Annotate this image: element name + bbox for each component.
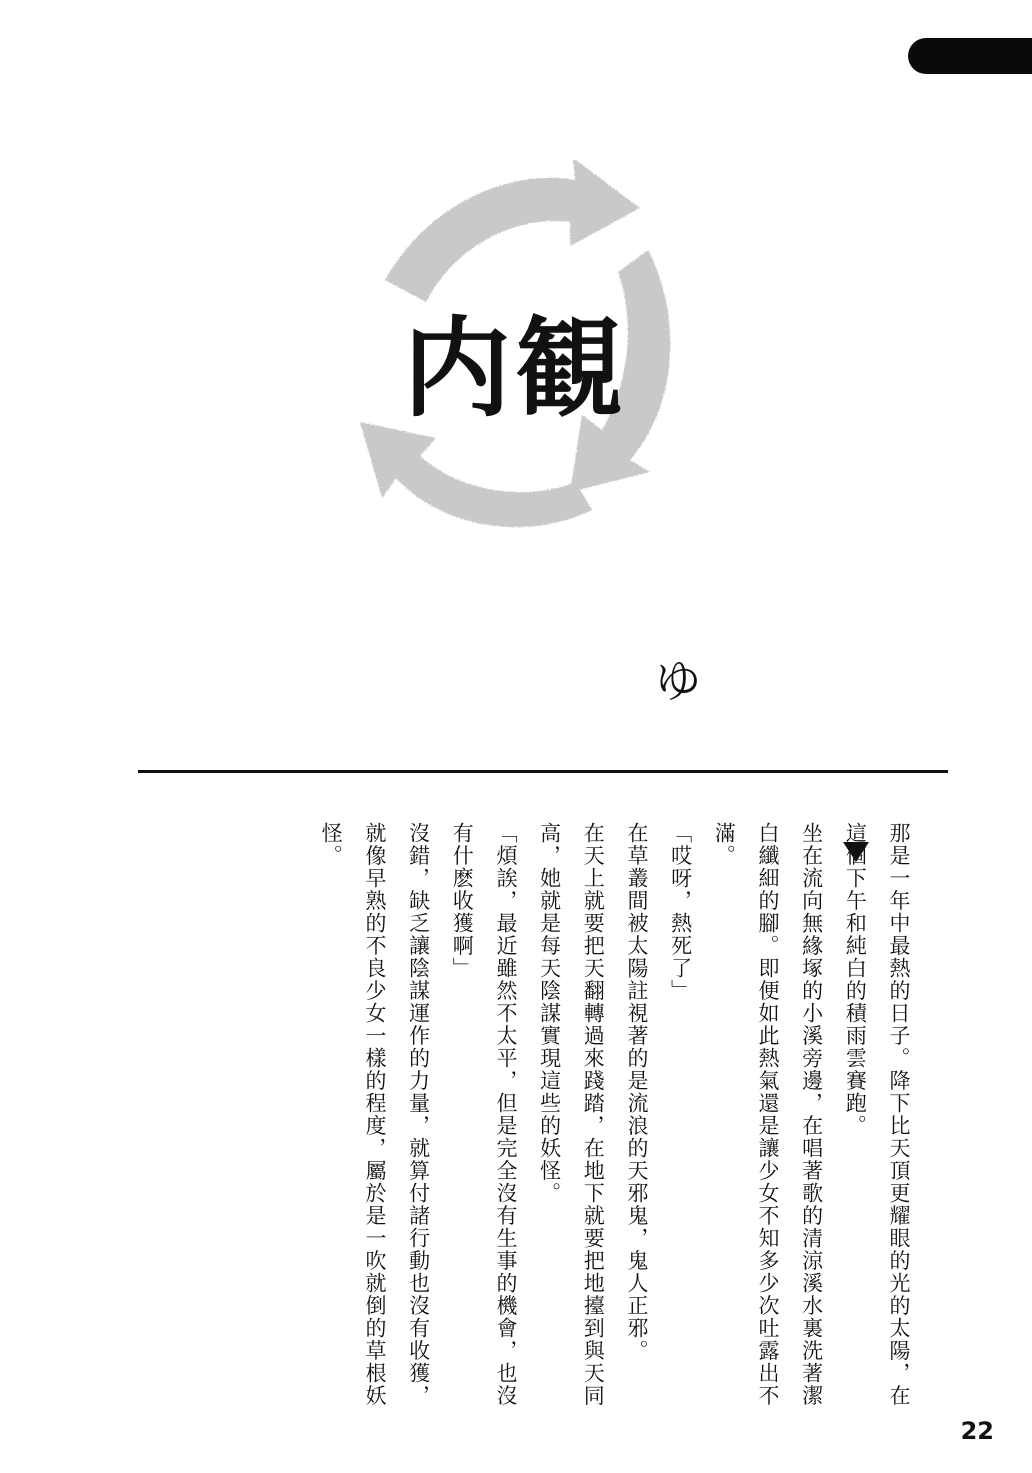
paragraph: 在天上就要把天翻轉過來踐踏，在地下就要把地擡到與天同高，她就是每天陰謀實現這些的妖怪。	[537, 822, 606, 1407]
paragraph: 沒錯，缺乏讓陰謀運作的力量，就算付諸行動也沒有收獲，就像早熟的不良少女一樣的程度，屬於是一吹就倒的草根妖怪。	[319, 822, 431, 1407]
corner-tab-decoration	[908, 38, 1032, 74]
paragraph: 那是一年中最熱的日子。降下比天頂更耀眼的光的太陽，在這個下午和純白的積雨雲賽跑。	[843, 822, 911, 1407]
paragraph: 「哎呀，熱死了」	[668, 822, 693, 1002]
paragraph: 「煩誒，最近雖然不太平，但是完全沒有生事的機會，也沒有什麽收獲啊」	[450, 822, 518, 1407]
kana-mark: ゆ	[655, 654, 701, 708]
paragraph: 坐在流向無緣塚的小溪旁邊，在唱著歌的清涼溪水裏洗著潔白纖細的腳。即便如此熱氣還是讓少女不知多少次吐露出不滿。	[712, 822, 824, 1407]
horizontal-divider	[138, 770, 948, 773]
paragraph: 在草叢間被太陽註視著的是流浪的天邪鬼，鬼人正邪。	[624, 822, 649, 1362]
body-text-vertical	[280, 800, 920, 1420]
title-artwork	[330, 160, 700, 580]
page-number: 22	[960, 1417, 994, 1445]
page-title: 内観	[402, 306, 627, 432]
